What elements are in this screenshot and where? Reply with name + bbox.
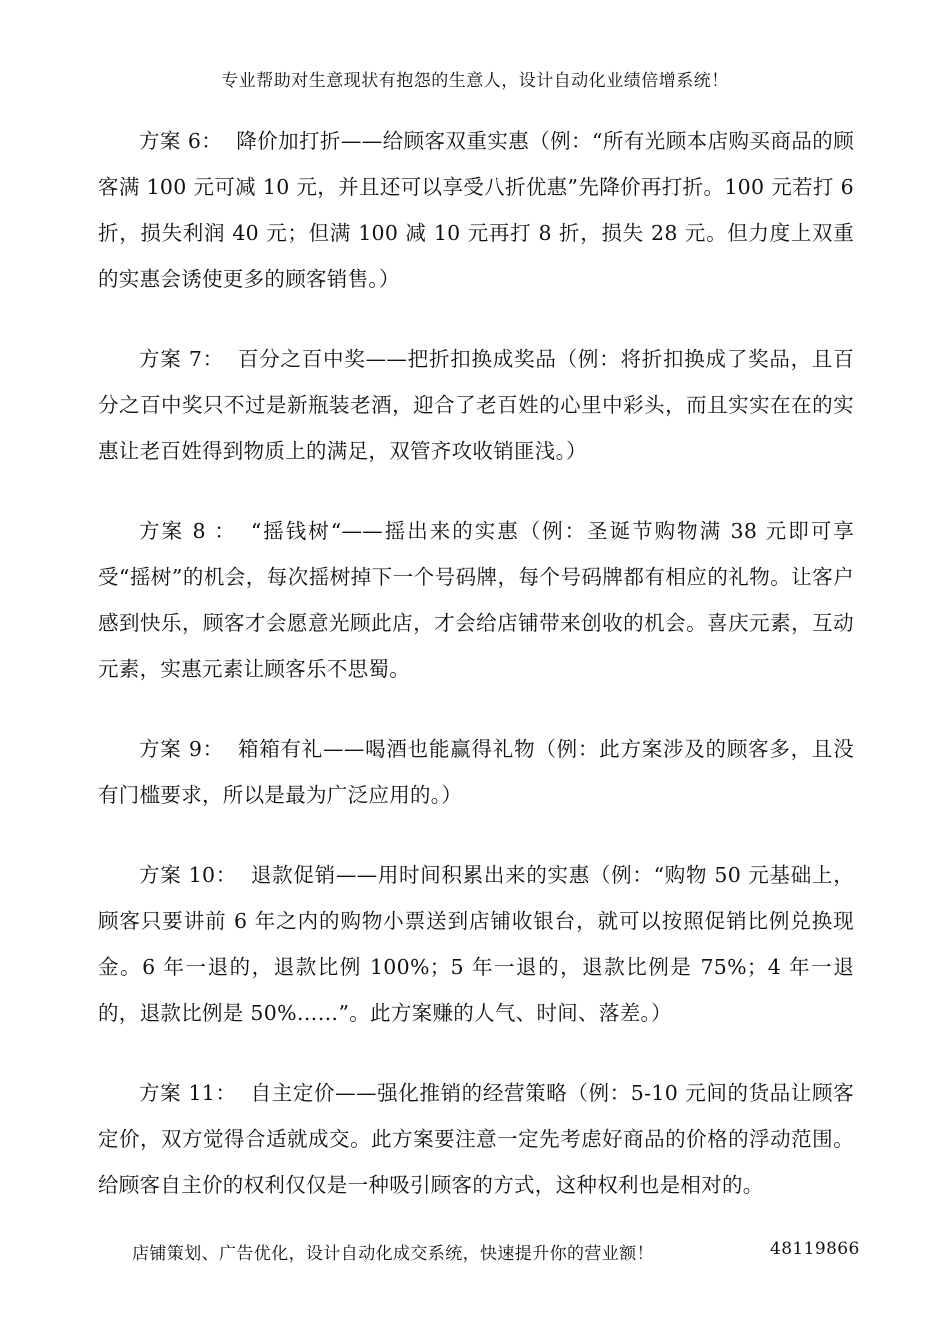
plan-paragraph-7 [98,336,854,474]
plan-text: 百分之百中奖——把折扣换成奖品（例：将折扣换成了奖品，且百分之百中奖只不过是新瓶装老酒，迎合了老百姓的心里中彩头，而且实实在在的实惠让老百姓得到物质上的满足，双管齐攻收销匪浅。） [98,347,855,463]
plan-label: 方案 10： [139,863,237,887]
plan-label: 方案 8 ： [139,519,237,543]
plan-paragraph-11 [98,1070,854,1208]
plan-text: “摇钱树“——摇出来的实惠（例：圣诞节购物满 38 元即可享受“摇树”的机会，每次摇树掉下一个号码牌，每个号码牌都有相应的礼物。让客户感到快乐，顾客才会愿意光顾此店，才会给店铺带来创收的机会。喜庆元素，互动元素，实惠元素让顾客乐不思蜀。 [98,519,854,681]
document-body [98,118,854,1242]
plan-text: 退款促销——用时间积累出来的实惠（例：“购物 50 元基础上，顾客只要讲前 6 年之内的购物小票送到店铺收银台，就可以按照促销比例兑换现金。6 年一退的，退款比例 100%；5 年一退的，退款比例是 75%；4 年一退的，退款比例是 50%……”。此方案赚的人气、时间、落差。） [98,863,854,1025]
plan-text: 箱箱有礼——喝酒也能赢得礼物（例：此方案涉及的顾客多，且没有门槛要求，所以是最为广泛应用的。） [98,737,855,807]
plan-text: 降价加打折——给顾客双重实惠（例：“所有光顾本店购买商品的顾客满 100 元可减 10 元，并且还可以享受八折优惠”先降价再打折。100 元若打 6 折，损失利润 40 元；但满 100 减 10 元再打 8 折，损失 28 元。但力度上双重的实惠会诱使更多的顾客销售。） [98,129,854,291]
page-header: 专业帮助对生意现状有抱怨的生意人，设计自动化业绩倍增系统！ [221,71,729,91]
plan-paragraph-8 [98,508,854,692]
page-footer [132,1239,860,1264]
footer-slogan: 店铺策划、广告优化，设计自动化成交系统，快速提升你的营业额！ [132,1244,654,1264]
plan-paragraph-6 [98,118,854,302]
plan-label: 方案 6： [139,129,223,153]
plan-label: 方案 9： [139,737,224,761]
plan-paragraph-10 [98,852,854,1036]
plan-label: 方案 7： [139,347,224,371]
footer-phone-number: 48119866 [770,1239,860,1259]
plan-label: 方案 11： [139,1081,237,1105]
plan-paragraph-9 [98,726,854,818]
plan-text: 自主定价——强化推销的经营策略（例：5-10 元间的货品让顾客定价，双方觉得合适就成交。此方案要注意一定先考虑好商品的价格的浮动范围。给顾客自主价的权利仅仅是一种吸引顾客的方式，这种权利也是相对的。 [98,1081,854,1197]
